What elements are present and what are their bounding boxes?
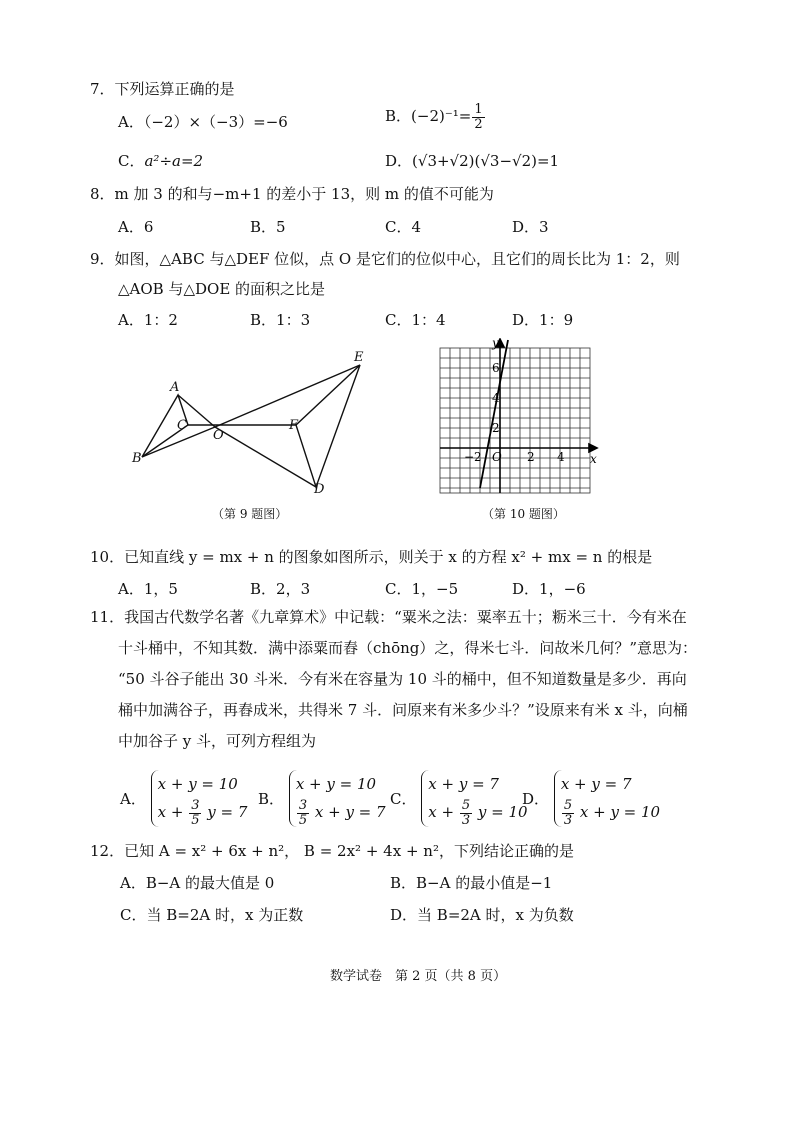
x-axis-label: x xyxy=(590,452,597,466)
page-footer: 数学试卷 第 2 页（共 8 页） xyxy=(330,969,507,984)
question-11-line-4: 桶中加满谷子，再舂成米，共得米 7 斗．问原来有米多少斗？”设原来有米 x 斗，向桶 xyxy=(118,701,688,719)
question-11-line-3: “50 斗谷子能出 30 斗米．今有米在容量为 10 斗的桶中，但不知道数量是多少．再向 xyxy=(118,670,687,688)
question-9-stem-line2: △AOB 与△DOE 的面积之比是 xyxy=(118,280,326,298)
label-d: D xyxy=(314,482,325,497)
q9-option-a: A．1：2 xyxy=(118,311,178,329)
q7-option-b: B．(−2)⁻¹= $\frac{1}{2}$ xyxy=(385,102,483,132)
figure-10-caption: （第 10 题图） xyxy=(482,507,565,521)
label-c: C xyxy=(177,418,187,433)
q8-option-c: C．4 xyxy=(385,218,422,236)
label-a: A xyxy=(170,380,180,395)
q10-option-b: B．2，3 xyxy=(250,580,311,598)
q7-option-d: D．(√3+√2)(√3−√2)=1 xyxy=(385,152,560,170)
y-tick-6: 6 xyxy=(492,361,500,375)
y-axis-label: y xyxy=(492,338,499,350)
x-tick-4: 4 xyxy=(557,450,565,464)
triangle-def xyxy=(296,365,360,487)
q12-option-d: D．当 B=2A 时，x 为负数 xyxy=(390,906,574,924)
q8-option-d: D．3 xyxy=(512,218,549,236)
q7-option-c: C．a²÷a=2 xyxy=(118,152,204,170)
question-11-line-1: 11．我国古代数学名著《九章算术》中记载：“粟米之法：粟率五十；粝米三十．今有米在 xyxy=(90,608,687,626)
question-8-stem: 8．m 加 3 的和与−m+1 的差小于 13，则 m 的值不可能为 xyxy=(90,185,494,203)
y-tick-2: 2 xyxy=(492,421,500,435)
figure-10-line-graph xyxy=(432,338,602,498)
figure-9-caption: （第 9 题图） xyxy=(212,507,288,521)
question-11-line-2: 十斗桶中，不知其数．满中添粟而舂（chōng）之，得米七斗．问故米几何？”意思为： xyxy=(118,639,698,657)
question-9-stem: 9．如图，△ABC 与△DEF 位似，点 O 是它们的位似中心，且它们的周长比为 1：2，则 xyxy=(90,250,680,268)
label-f: F xyxy=(289,418,299,433)
q10-option-c: C．1，−5 xyxy=(385,580,459,598)
q11-option-d: D． x + y = 7 $\frac{5}{3}$ x + y = 10 xyxy=(522,770,660,827)
label-b: B xyxy=(132,451,142,466)
q10-option-a: A．1，5 xyxy=(118,580,178,598)
q12-option-c: C．当 B=2A 时，x 为正数 xyxy=(120,906,304,924)
question-11-line-5: 中加谷子 y 斗，可列方程组为 xyxy=(118,732,317,750)
x-tick-2: 2 xyxy=(527,450,535,464)
q9-option-c: C．1：4 xyxy=(385,311,446,329)
q10-option-d: D．1，−6 xyxy=(512,580,586,598)
question-10-stem: 10．已知直线 y = mx + n 的图象如图所示，则关于 x 的方程 x² + mx = n 的根是 xyxy=(90,548,653,566)
q8-option-b: B．5 xyxy=(250,218,286,236)
q7-option-a: A．（−2）×（−3）=−6 xyxy=(118,113,288,131)
q9-option-d: D．1：9 xyxy=(512,311,574,329)
x-axis-arrow xyxy=(589,444,597,452)
q11-option-b: B． x + y = 10 $\frac{3}{5}$ x + y = 7 xyxy=(258,770,386,827)
label-o: O xyxy=(213,428,224,443)
q12-option-a: A．B−A 的最大值是 0 xyxy=(120,874,275,892)
q11-option-a: A． x + y = 10 x + $\frac{3}{5}$ y = 7 xyxy=(120,770,247,827)
q12-option-b: B．B−A 的最小值是−1 xyxy=(390,874,553,892)
origin-label: O xyxy=(492,450,502,464)
question-7-stem: 7．下列运算正确的是 xyxy=(90,80,235,98)
x-tick-minus-2: −2 xyxy=(464,450,482,464)
label-e: E xyxy=(354,350,364,365)
figure-9-similar-triangles xyxy=(130,345,370,500)
q8-option-a: A．6 xyxy=(118,218,154,236)
q9-option-b: B．1：3 xyxy=(250,311,311,329)
question-12-stem: 12．已知 A = x² + 6x + n²， B = 2x² + 4x + n²，下列结论正确的是 xyxy=(90,842,574,860)
q11-option-c: C． x + y = 7 x + $\frac{5}{3}$ y = 10 xyxy=(390,770,528,827)
y-tick-4: 4 xyxy=(492,391,500,405)
